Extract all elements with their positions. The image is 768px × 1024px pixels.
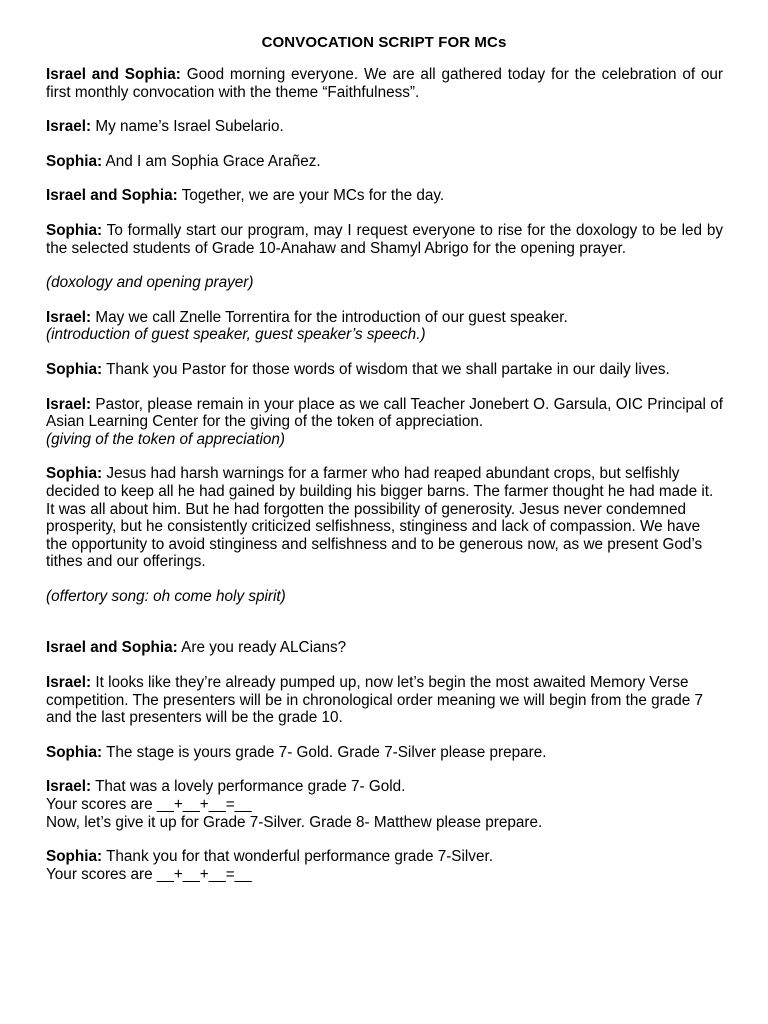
document-title: CONVOCATION SCRIPT FOR MCs	[261, 34, 507, 51]
line-text: Pastor, please remain in your place as we call Teacher Jonebert O. Garsula, OIC Principal of Asian Learning Center for the giving of the token of appreciation.	[46, 395, 724, 431]
speaker-label: Israel and Sophia:	[46, 187, 178, 205]
line-text: My name’s Israel Subelario.	[95, 118, 284, 136]
speaker-label: Israel:	[46, 308, 92, 326]
speaker-label: Sophia:	[46, 360, 103, 378]
script-line	[46, 674, 723, 727]
score-line: Your scores are __+__+__=__	[46, 796, 252, 814]
script-line	[46, 118, 723, 136]
line-text: Thank you for that wonderful performance grade 7-Silver.	[106, 848, 493, 866]
speaker-label: Sophia:	[46, 465, 103, 483]
script-line	[46, 222, 723, 257]
line-text: Together, we are your MCs for the day.	[181, 187, 445, 205]
stage-direction: (introduction of guest speaker, guest speaker’s speech.)	[46, 326, 426, 344]
script-line	[46, 396, 723, 431]
script-line	[46, 309, 723, 327]
speaker-label: Sophia:	[46, 152, 103, 170]
speaker-label: Sophia:	[46, 221, 103, 239]
line-text: Good morning everyone. We are all gathered today for the celebration of our first monthly convocation with the theme “Faithfulness”.	[46, 66, 723, 101]
script-line	[46, 744, 723, 762]
script-line	[46, 848, 723, 866]
speaker-label: Sophia:	[46, 848, 103, 866]
line-text: May we call Znelle Torrentira for the introduction of our guest speaker.	[95, 308, 568, 326]
script-line: Now, let’s give it up for Grade 7-Silver. Grade 8- Matthew please prepare.	[46, 813, 543, 831]
script-line	[46, 778, 723, 796]
line-text: The stage is yours grade 7- Gold. Grade 7-Silver please prepare.	[106, 743, 547, 761]
speaker-label: Sophia:	[46, 743, 103, 761]
speaker-label: Israel and Sophia:	[46, 639, 178, 657]
speaker-label: Israel:	[46, 118, 92, 136]
script-line	[46, 187, 723, 205]
line-text: Thank you Pastor for those words of wisdom that we shall partake in our daily lives.	[106, 360, 670, 378]
speaker-label: Israel:	[46, 674, 92, 692]
speaker-label: Israel:	[46, 778, 92, 796]
line-text: That was a lovely performance grade 7- Gold.	[95, 778, 406, 796]
script-line	[46, 361, 723, 379]
script-line	[46, 465, 723, 571]
line-text: And I am Sophia Grace Arañez.	[105, 152, 321, 170]
script-body	[46, 66, 723, 883]
line-text: Jesus had harsh warnings for a farmer who had reaped abundant crops, but selfishly decided to keep all he had gained by building his bigger barns. The farmer thought he had made it. It was all about him. But he had forgotten the possibility of generosity. Jesus never condemned prosperity, but he consistently criticized selfishness, stinginess and lack of compassion. We have the opportunity to avoid stinginess and selfishness and to be generous now, as we present God’s tithes and our offerings.	[46, 465, 714, 571]
script-line	[46, 639, 723, 657]
line-text: It looks like they’re already pumped up, now let’s begin the most awaited Memory Verse competition. The presenters will be in chronological order meaning we will begin from the grade 7 and the last presenters will be the grade 10.	[46, 674, 703, 727]
stage-direction: (offertory song: oh come holy spirit)	[46, 587, 286, 605]
line-text: To formally start our program, may I request everyone to rise for the doxology to be led by the selected students of Grade 10-Anahaw and Shamyl Abrigo for the opening prayer.	[46, 221, 723, 257]
score-line: Your scores are __+__+__=__	[46, 865, 252, 883]
speaker-label: Israel:	[46, 395, 92, 413]
script-line	[46, 153, 723, 171]
speaker-label: Israel and Sophia:	[46, 66, 181, 83]
stage-direction: (giving of the token of appreciation)	[46, 430, 285, 448]
line-text: Are you ready ALCians?	[181, 639, 347, 657]
script-line	[46, 66, 723, 101]
stage-direction: (doxology and opening prayer)	[46, 274, 254, 292]
